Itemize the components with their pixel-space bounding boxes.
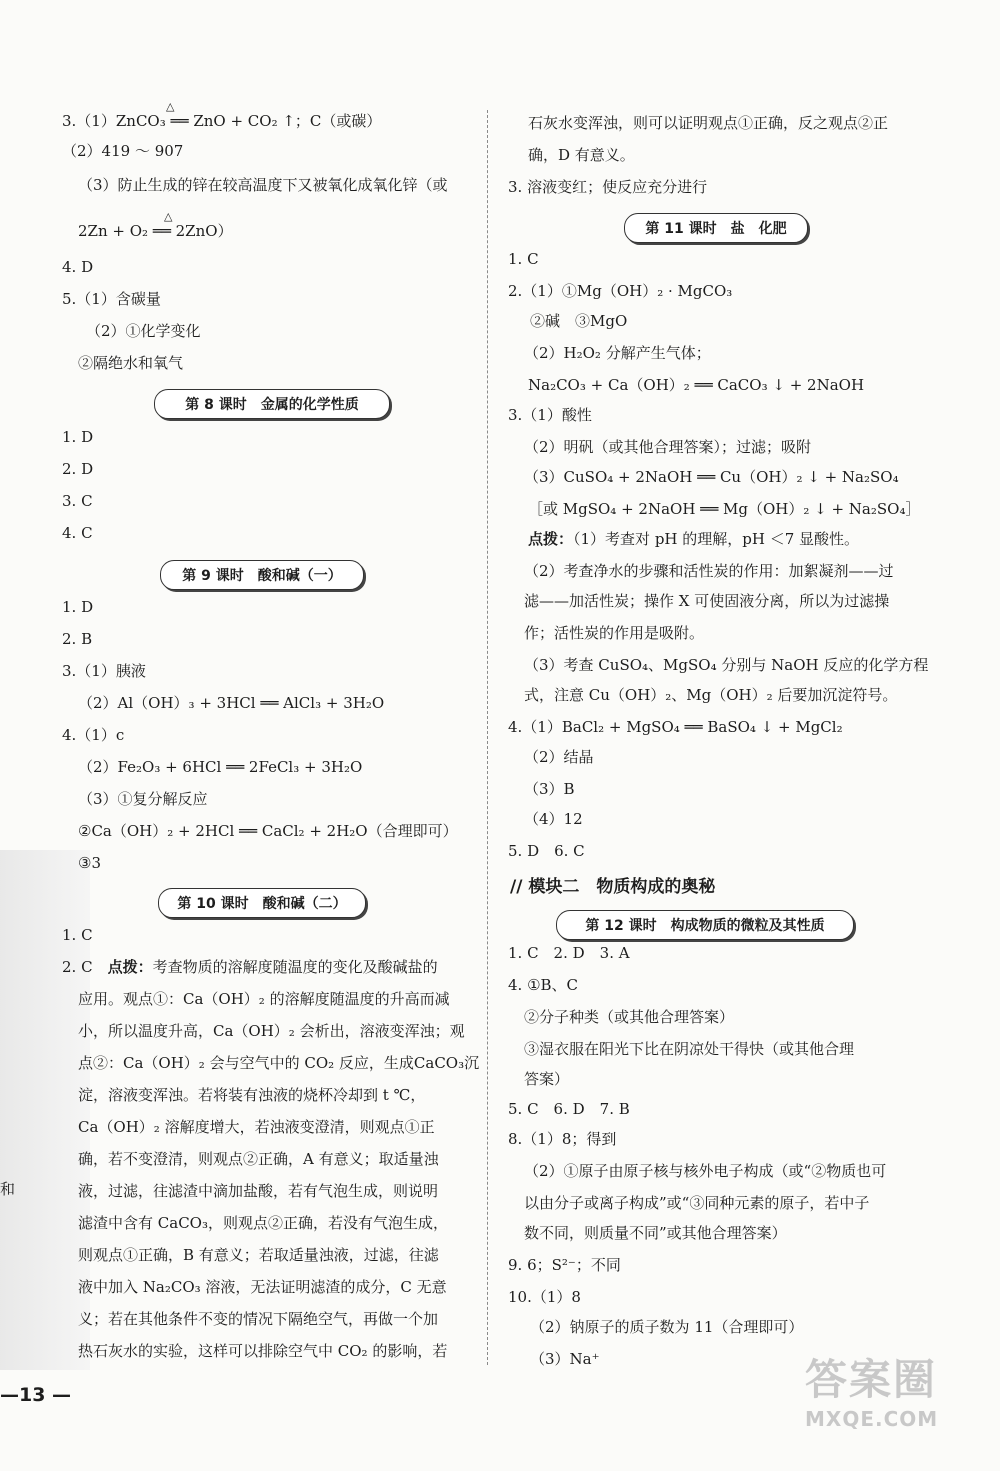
answer-line: （2）明矾（或其他合理答案）；过滤；吸附 — [524, 438, 812, 456]
answer-line: 3. 溶液变红；使反应充分进行 — [508, 178, 708, 196]
answer-line: （2）钠原子的质子数为 11（合理即可） — [530, 1318, 804, 1336]
answer-line: ②隔绝水和氧气 — [78, 354, 184, 372]
answer-line: 以由分子或离子构成”或“③同种元素的原子，若中子 — [524, 1194, 870, 1212]
lesson-header-10: 第 10 课时 酸和碱（二） — [158, 888, 366, 918]
answer-line: （2）Al（OH）₃ + 3HCl ══ AlCl₃ + 3H₂O — [78, 694, 385, 712]
answer-line: 2Zn + O₂ ══ 2ZnO） — [78, 222, 233, 240]
answer-line: 3.（1）胰液 — [62, 662, 146, 680]
module-title: // 模块二 物质构成的奥秘 — [510, 877, 716, 897]
answer-line: 8.（1）8；得到 — [508, 1130, 617, 1148]
answer-line: 确，D 有意义。 — [528, 146, 635, 164]
answer-line: 1. C — [62, 926, 93, 944]
answer-line: （2）①化学变化 — [86, 322, 201, 340]
answer-line: 答案） — [524, 1070, 570, 1088]
answer-line: 义；若在其他条件不变的情况下隔绝空气，再做一个加 — [78, 1310, 439, 1328]
answer-line: 点拨：（1）考查对 pH 的理解，pH ＜7 显酸性。 — [528, 530, 860, 548]
answer-line: 3.（1）ZnCO₃ ══ ZnO + CO₂ ↑；C（或碳） — [62, 112, 382, 130]
answer-line: 作；活性炭的作用是吸附。 — [524, 624, 705, 642]
answer-line: 2. D — [62, 460, 94, 478]
answer-line: ②Ca（OH）₂ + 2HCl ══ CaCl₂ + 2H₂O（合理即可） — [78, 822, 458, 840]
answer-line: 2. B — [62, 630, 93, 648]
answer-line: ③湿衣服在阳光下比在阴凉处干得快（或其他合理 — [524, 1040, 855, 1058]
answer-line: 1. D — [62, 598, 94, 616]
answer-line: 1. C — [508, 250, 539, 268]
lesson-header-8: 第 8 课时 金属的化学性质 — [154, 389, 390, 419]
side-text: 和 — [0, 1180, 16, 1198]
lesson-header-11: 第 11 课时 盐 化肥 — [624, 213, 808, 243]
answer-line: Na₂CO₃ + Ca（OH）₂ ══ CaCO₃ ↓ + 2NaOH — [528, 376, 865, 394]
answer-line: （3）B — [524, 780, 575, 798]
answer-line: ［或 MgSO₄ + 2NaOH ══ Mg（OH）₂ ↓ + Na₂SO₄］ — [528, 500, 921, 518]
answer-line: 点②：Ca（OH）₂ 会与空气中的 CO₂ 反应，生成CaCO₃沉 — [78, 1054, 480, 1072]
answer-line: 1. C 2. D 3. A — [508, 944, 630, 962]
lesson-header-12: 第 12 课时 构成物质的微粒及其性质 — [556, 910, 854, 940]
answer-line: 滤渣中含有 CaCO₃，则观点②正确，若没有气泡生成， — [78, 1214, 448, 1232]
column-divider — [487, 110, 488, 1365]
answer-line: 4. ①B、C — [508, 976, 579, 994]
answer-line: 2.（1）①Mg（OH）₂ · MgCO₃ — [508, 282, 733, 300]
answer-line: 数不同，则质量不同”或其他合理答案） — [524, 1224, 787, 1242]
answer-line: （3）Na⁺ — [530, 1350, 600, 1368]
answer-line: 5. C 6. D 7. B — [508, 1100, 630, 1118]
answer-line: （3）CuSO₄ + 2NaOH ══ Cu（OH）₂ ↓ + Na₂SO₄ — [524, 468, 899, 486]
answer-line: 4. C — [62, 524, 93, 542]
answer-line: （3）①复分解反应 — [78, 790, 208, 808]
answer-line: 5. D 6. C — [508, 842, 585, 860]
answer-line: （3）防止生成的锌在较高温度下又被氧化成氧化锌（或 — [78, 176, 448, 194]
watermark-logo-text: 答案圈 — [805, 1355, 938, 1404]
answer-line: ②碱 ③MgO — [530, 312, 628, 330]
answer-line: （4）12 — [524, 810, 583, 828]
answer-line: （2）419 ～ 907 — [62, 142, 184, 160]
answer-line: 石灰水变浑浊，则可以证明观点①正确，反之观点②正 — [528, 114, 889, 132]
answer-line: 9. 6；S²⁻；不同 — [508, 1256, 621, 1274]
answer-line: ③3 — [78, 854, 101, 872]
watermark-url: MXQE.COM — [805, 1407, 939, 1431]
answer-line: 10.（1）8 — [508, 1288, 581, 1306]
site-watermark — [805, 1347, 980, 1447]
answer-line: 1. D — [62, 428, 94, 446]
answer-line: 应用。观点①：Ca（OH）₂ 的溶解度随温度的升高而减 — [78, 990, 450, 1008]
answer-line: （2）①原子由原子核与核外电子构成（或“②物质也可 — [524, 1162, 887, 1180]
answer-line: 热石灰水的实验，这样可以排除空气中 CO₂ 的影响，若 — [78, 1342, 448, 1360]
answer-line: 液，过滤，往滤渣中滴加盐酸，若有气泡生成，则说明 — [78, 1182, 439, 1200]
lesson-header-9: 第 9 课时 酸和碱（一） — [160, 560, 364, 590]
answer-line: 小，所以温度升高，Ca（OH）₂ 会析出，溶液变浑浊；观 — [78, 1022, 465, 1040]
answer-line: 4. D — [62, 258, 94, 276]
answer-line: Ca（OH）₂ 溶解度增大，若浊液变澄清，则观点①正 — [78, 1118, 435, 1136]
answer-line: 4.（1）BaCl₂ + MgSO₄ ══ BaSO₄ ↓ + MgCl₂ — [508, 718, 843, 736]
answer-line: 则观点①正确，B 有意义；若取适量浊液，过滤，往滤 — [78, 1246, 439, 1264]
answer-line: 4.（1）c — [62, 726, 125, 744]
answer-line: 3.（1）酸性 — [508, 406, 592, 424]
answer-line: 淀，溶液变浑浊。若将装有浊液的烧杯冷却到 t ℃， — [78, 1086, 426, 1104]
answer-line: 确，若不变澄清，则观点②正确，A 有意义；取适量浊 — [78, 1150, 439, 1168]
answer-line: （3）考查 CuSO₄、MgSO₄ 分别与 NaOH 反应的化学方程 — [524, 656, 929, 674]
answer-line: 5.（1）含碳量 — [62, 290, 161, 308]
answer-line: 3. C — [62, 492, 93, 510]
answer-line: 2. C 点拨：考查物质的溶解度随温度的变化及酸碱盐的 — [62, 958, 438, 976]
reaction-condition: △ — [164, 210, 173, 223]
answer-line: （2）考查净水的步骤和活性炭的作用：加絮凝剂——过 — [524, 562, 894, 580]
answer-line: （2）Fe₂O₃ + 6HCl ══ 2FeCl₃ + 3H₂O — [78, 758, 363, 776]
page-number: —13 — — [0, 1384, 72, 1406]
reaction-condition: △ — [166, 100, 175, 113]
answer-line: 滤——加活性炭；操作 X 可使固液分离，所以为过滤操 — [524, 592, 890, 610]
answer-line: 液中加入 Na₂CO₃ 溶液，无法证明滤渣的成分，C 无意 — [78, 1278, 447, 1296]
answer-line: （2）H₂O₂ 分解产生气体； — [524, 344, 711, 362]
answer-line: ②分子种类（或其他合理答案） — [524, 1008, 735, 1026]
answer-line: （2）结晶 — [524, 748, 594, 766]
answer-line: 式，注意 Cu（OH）₂、Mg（OH）₂ 后要加沉淀符号。 — [524, 686, 898, 704]
